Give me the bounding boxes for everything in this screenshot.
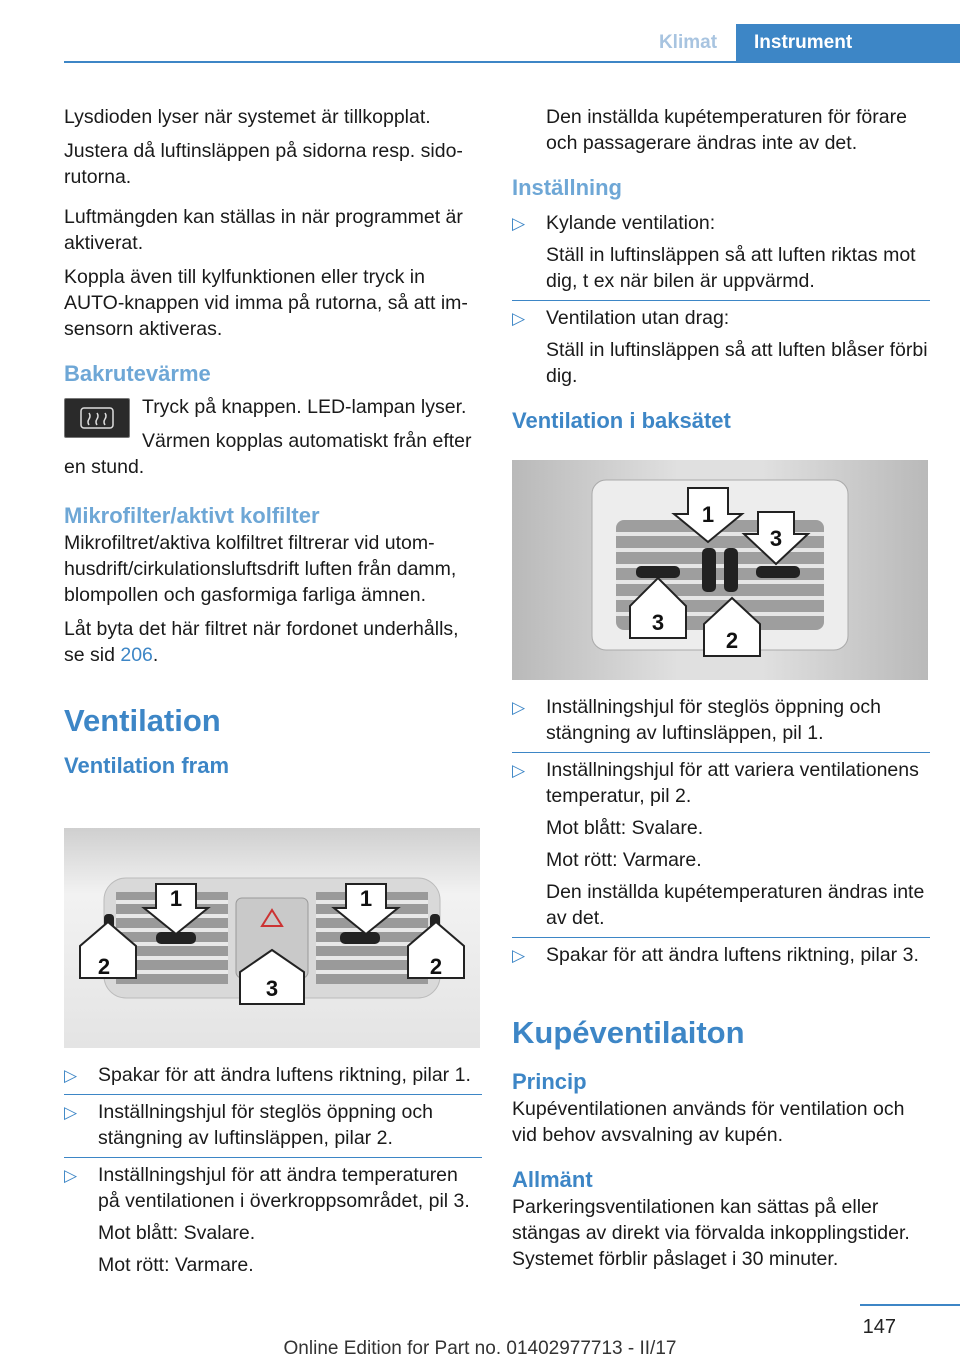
heading-princip: Princip (512, 1069, 587, 1094)
sub-text: Mot rött: Varmare. (546, 849, 702, 871)
heading-ventilation: Ventilation (64, 703, 221, 738)
list-item (512, 206, 930, 300)
heading-kupeventilaiton: Kupéventilaiton (512, 1015, 745, 1050)
triangle-right-icon: ▷ (512, 309, 526, 328)
item-text: Kylande ventilation: (546, 212, 716, 234)
callout-label: 1 (701, 502, 715, 527)
callout-label: 1 (359, 886, 373, 911)
paragraph: Den inställda kupétemperaturen för förare och passagerare ändras inte av det. (546, 106, 907, 154)
paragraph: Mikrofiltret/aktiva kolfiltret filtrerar vid utomhusdrift/cirkulationsluftsdrift luften från damm, blompollen och gasformiga farliga ämnen. (64, 532, 457, 606)
callout-label: 1 (169, 886, 183, 911)
triangle-right-icon: ▷ (512, 946, 526, 965)
paragraph: Justera då luftinsläppen på sidorna resp. sidorutorna. (64, 140, 463, 188)
heading-ventilation-fram: Ventilation fram (64, 753, 230, 778)
callout-label: 2 (429, 954, 443, 979)
edition-line: Online Edition for Part no. 01402977713 - II/17 (283, 1338, 677, 1359)
paragraph: Tryck på knappen. LED-lampan lyser. (142, 396, 467, 418)
rear-vent-image (512, 460, 928, 680)
list-item (512, 690, 930, 752)
sub-text: Mot blått: Svalare. (546, 817, 704, 839)
bullet-list (512, 690, 930, 974)
paragraph: Luftmängden kan ställas in när programmet är aktiverat. (64, 206, 463, 254)
triangle-right-icon: ▷ (512, 761, 526, 780)
heading-mikrofilter: Mikrofilter/aktivt kolfilter (64, 503, 320, 528)
front-vent-image (64, 828, 480, 1048)
paragraph (64, 616, 482, 668)
paragraph: Parkeringsventilationen kan sättas på eller stängas av direkt via förvalda inkopplingstider. Systemet förblir påslaget i 30 minuter. (512, 1196, 910, 1270)
list-item (64, 1157, 482, 1284)
triangle-right-icon: ▷ (64, 1166, 78, 1185)
paragraph: Koppla även till kylfunktionen eller tryck in AUTO-knappen vid imma på rutorna, så att imsensorn aktiveras. (64, 266, 468, 340)
paragraph: Värmen kopplas automatiskt från efter en stund. (64, 430, 472, 478)
sub-text: Ställ in luftinsläppen så att luften blåser förbi dig. (546, 339, 928, 387)
callout-label: 3 (265, 976, 279, 1001)
item-text: Inställningshjul för att ändra temperaturen på ventilationen i överkroppsområdet, pil 3. (98, 1164, 470, 1212)
sub-text: Den inställda kupétemperaturen ändras inte av det. (546, 881, 925, 929)
sub-text: Mot rött: Varmare. (98, 1254, 254, 1276)
triangle-right-icon: ▷ (512, 214, 526, 233)
rear-defrost-icon (64, 398, 130, 438)
item-text: Inställningshjul för att variera ventilationens temperatur, pil 2. (546, 759, 919, 807)
list-item (64, 1058, 482, 1094)
bullet-list (64, 1058, 482, 1284)
text: . (152, 644, 159, 666)
right-column (512, 104, 930, 435)
front-bullets (64, 1058, 482, 1284)
heading-ventilation-baksatet: Ventilation i baksätet (512, 408, 731, 433)
bullet-list (512, 206, 930, 395)
paragraph: Lysdioden lyser när systemet är tillkopplat. (64, 106, 431, 128)
callout-label: 2 (725, 628, 739, 653)
callout-label: 3 (651, 610, 665, 635)
tab-klimat[interactable]: Klimat (658, 32, 718, 53)
triangle-right-icon: ▷ (64, 1066, 78, 1085)
left-column (64, 104, 482, 780)
bakrute-block (64, 394, 482, 480)
triangle-right-icon: ▷ (64, 1103, 78, 1122)
paragraph: Kupéventilationen används för ventilation och vid behov avsvalning av kupén. (512, 1098, 905, 1146)
footer-rule (860, 1304, 960, 1306)
list-item (64, 1094, 482, 1157)
tab-instrument[interactable]: Instrument (736, 24, 960, 62)
sub-text: Ställ in luftinsläppen så att luften riktas mot dig, t ex när bilen är uppvärmd. (546, 244, 916, 292)
list-item (512, 937, 930, 974)
callout-label: 3 (769, 526, 783, 551)
triangle-right-icon: ▷ (512, 698, 526, 717)
item-text: Inställningshjul för steglös öppning och stängning av luftinsläppen, pil 1. (546, 696, 881, 744)
list-item (512, 752, 930, 937)
heading-installning: Inställning (512, 175, 622, 200)
item-text: Inställningshjul för steglös öppning och stängning av luftinsläppen, pilar 2. (98, 1101, 433, 1149)
heading-bakrutevarme: Bakrutevärme (64, 361, 211, 386)
page-link[interactable]: 206 (120, 644, 153, 666)
item-text: Spakar för att ändra luftens riktning, pilar 1. (98, 1064, 471, 1086)
rear-section (512, 690, 930, 1280)
text: Låt byta det här filtret när fordonet underhålls, se sid (64, 618, 459, 666)
sub-text: Mot blått: Svalare. (98, 1222, 256, 1244)
page-number: 147 (862, 1316, 896, 1338)
list-item (512, 300, 930, 395)
heading-allmant: Allmänt (512, 1167, 593, 1192)
item-text: Ventilation utan drag: (546, 307, 730, 329)
callout-label: 2 (97, 954, 111, 979)
item-text: Spakar för att ändra luftens riktning, pilar 3. (546, 944, 919, 966)
